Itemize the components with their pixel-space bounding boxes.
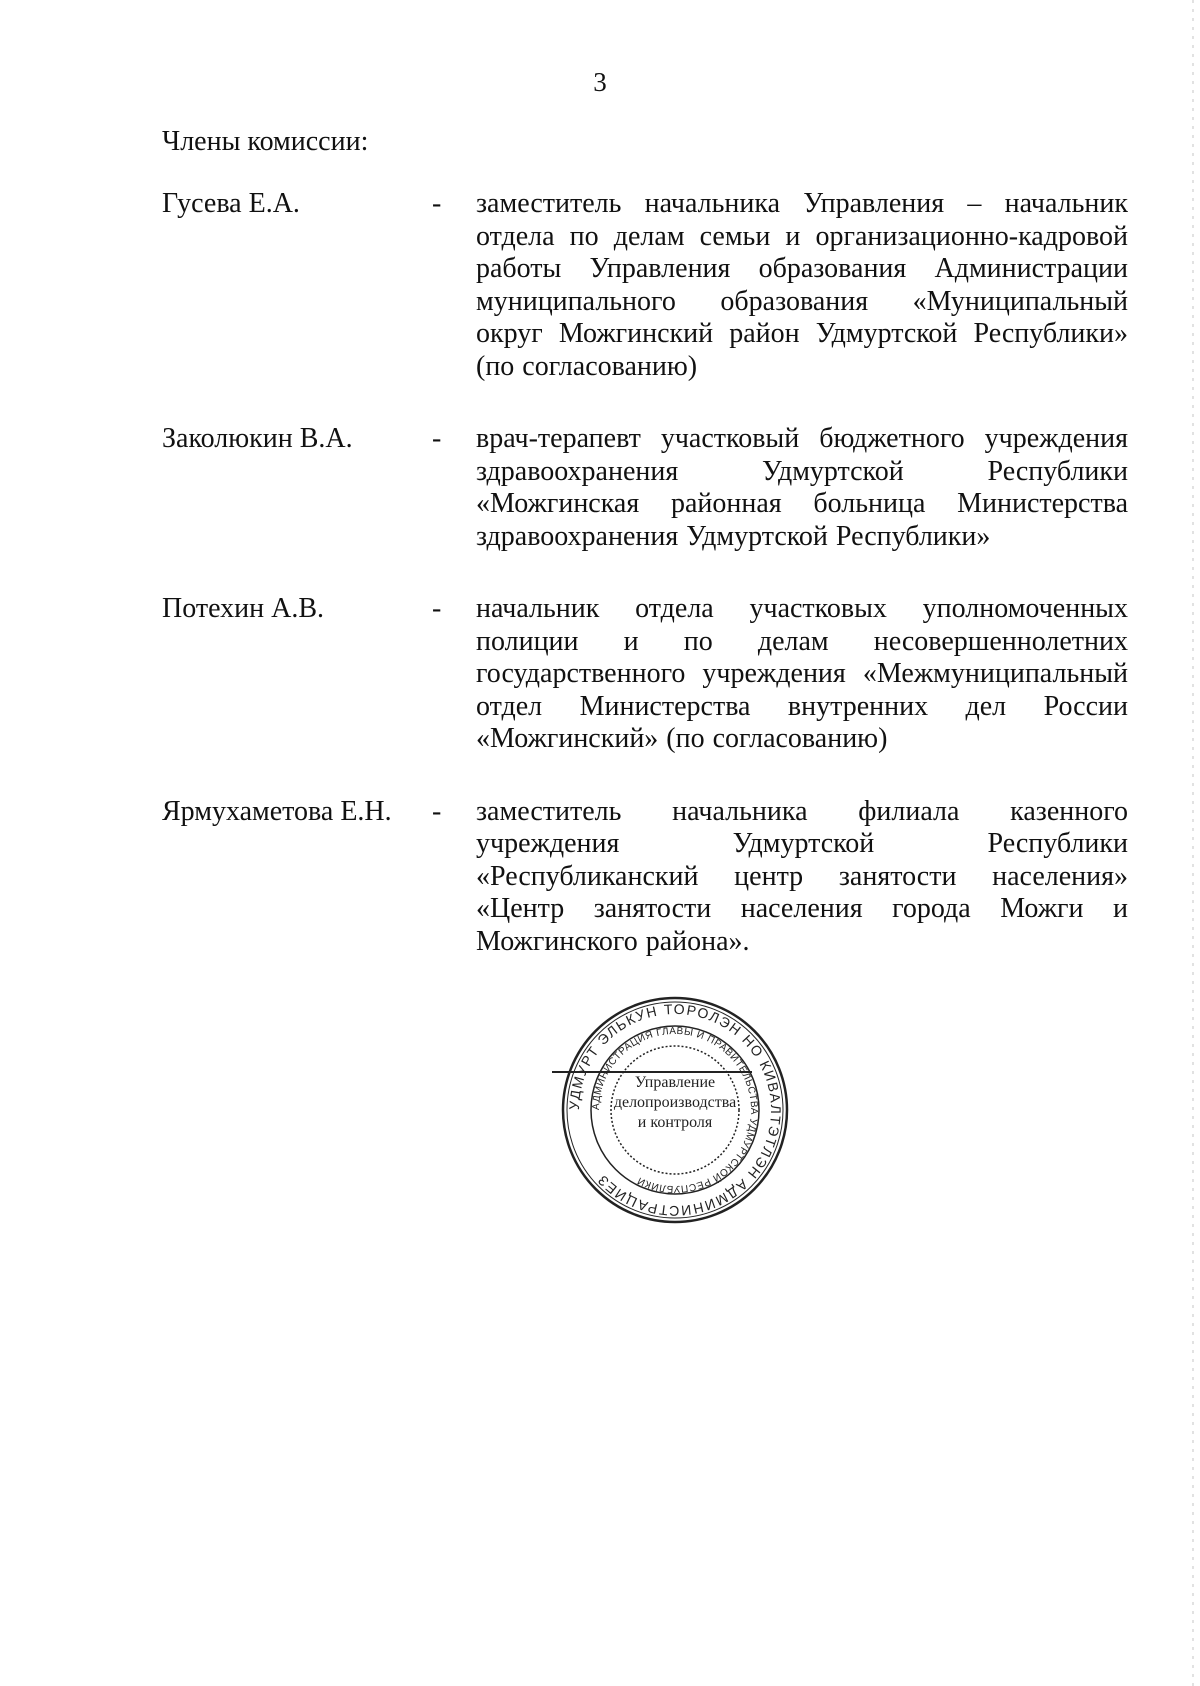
member-name: Потехин А.В.	[162, 593, 325, 624]
member-role: начальник отдела участковых уполномоченных полиции и по делам несовершеннолетних государственного учреждения «Межмуниципальный отдел Министерства внутренних дел России «Можгинский» (по согласованию)	[476, 593, 1128, 754]
member-dash: -	[432, 795, 442, 827]
member-role: врач-терапевт участковый бюджетного учреждения здравоохранения Удмуртской Республики «Можгинская районная больница Министерства здравоохранения Удмуртской Республики»	[476, 423, 1128, 552]
seal-center-line: и контроля	[637, 1114, 713, 1131]
member-role: заместитель начальника Управления – начальник отдела по делам семьи и организационно-кадровой работы Управления образования Администрации муниципального образования «Муниципальный округ Можгинский район Удмуртской Республики» (по согласованию)	[476, 188, 1128, 382]
member-name: Заколюкин В.А.	[162, 423, 353, 454]
member-row	[162, 423, 1132, 553]
member-dash: -	[432, 423, 442, 454]
member-row	[162, 593, 1132, 756]
member-row	[162, 188, 1132, 383]
member-dash: -	[432, 593, 442, 624]
member-row	[162, 796, 1132, 959]
seal-inner-textpath: АДМИНИСТРАЦИЯ ГЛАВЫ И ПРАВИТЕЛЬСТВА УДМУРТСКОЙ РЕСПУБЛИКИ	[590, 1025, 760, 1195]
commission-member-list	[162, 188, 1132, 998]
seal-outer-textpath: УДМУРТ ЭЛЬКУН ТОРОЛЭН НО КИВАЛТЭТЛЭН АДМИНИСТРАЦИЕЗ	[565, 1000, 785, 1220]
section-heading: Члены комиссии:	[162, 126, 369, 157]
member-dash: -	[432, 188, 442, 219]
scan-edge-artifact	[1192, 0, 1194, 1686]
seal-center-line: Управление	[634, 1074, 716, 1091]
member-name: Гусева Е.А.	[162, 188, 300, 219]
seal-center-line: делопроизводства	[613, 1094, 737, 1111]
page-number: 3	[593, 67, 607, 97]
member-name: Ярмухаметова Е.Н.	[162, 795, 392, 827]
seal-center-text	[610, 1073, 740, 1133]
member-role: заместитель начальника филиала казенного учреждения Удмуртской Республики «Республиканский центр занятости населения» «Центр занятости населения города Можги и Можгинского района».	[476, 795, 1128, 957]
